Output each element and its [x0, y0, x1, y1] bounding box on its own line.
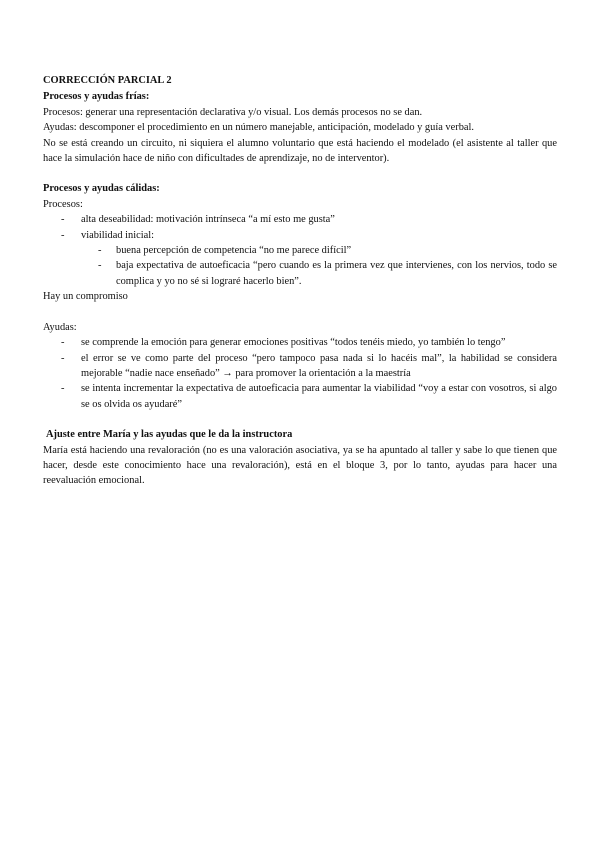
list-item	[43, 212, 557, 227]
document-body	[43, 73, 557, 489]
list-item	[43, 258, 557, 289]
list-item	[43, 228, 557, 243]
calidas-procesos-list	[43, 212, 557, 243]
spacer	[43, 166, 557, 181]
spacer	[43, 412, 557, 427]
ajuste-heading: Ajuste entre María y las ayudas que le da la instructora	[46, 429, 293, 441]
list-item	[43, 243, 557, 258]
list-item-text: alta deseabilidad: motivación intrínseca “a mí esto me gusta”	[81, 214, 335, 226]
calidas-ayudas-label: Ayudas:	[43, 321, 77, 333]
list-item-text: se comprende la emoción para generar emociones positivas “todos tenéis miedo, yo también lo tengo”	[81, 337, 506, 349]
ajuste-paragraph: María está haciendo una revaloración (no es una valoración asociativa, ya se ha apuntado al taller y sabe lo que tienen que hacer, desde este conocimiento hace una revaloración), está en el bloque 3, por lo tanto, ayudas para hacer una reevaluación emocional.	[43, 444, 557, 487]
document-title: CORRECCIÓN PARCIAL 2	[43, 75, 172, 86]
spacer	[43, 305, 557, 320]
list-item	[43, 335, 557, 350]
list-item-text: viabilidad inicial:	[81, 229, 155, 241]
list-item-text: se intenta incrementar la expectativa de autoeficacia para aumentar la viabilidad “voy a estar con vosotros, si algo se os olvida os ayudaré”	[81, 383, 557, 410]
calidas-ayudas-list	[43, 335, 557, 412]
list-item-text: buena percepción de competencia “no me parece difícil”	[116, 245, 352, 257]
frias-heading: Procesos y ayudas frías:	[43, 91, 150, 103]
viabilidad-sublist	[43, 243, 557, 289]
list-item-text: el error se ve como parte del proceso “pero tampoco pasa nada si lo hacéis mal”, la habilidad se considera mejorable “nadie nace enseñado” → para promover la orientación a la maestría	[81, 352, 557, 379]
frias-procesos-line: Procesos: generar una representación declarativa y/o visual. Los demás procesos no se dan.	[43, 106, 423, 118]
frias-ayudas-line: Ayudas: descomponer el procedimiento en un número manejable, anticipación, modelado y guía verbal.	[43, 122, 474, 134]
calidas-procesos-label: Procesos:	[43, 198, 83, 210]
list-item-text: baja expectativa de autoeficacia “pero cuando es la primera vez que intervienes, con los nervios, todo se complica y yo no sé si lograré hacerlo bien”.	[116, 260, 557, 287]
list-item	[43, 381, 557, 412]
compromiso-line: Hay un compromiso	[43, 291, 128, 303]
frias-circuito-paragraph: No se está creando un circuito, ni siquiera el alumno voluntario que está haciendo el modelado (el asistente al taller que hace la simulación hace de niño con dificultades de aprendizaje, no de interventor).	[43, 137, 557, 165]
list-item	[43, 351, 557, 382]
calidas-heading: Procesos y ayudas cálidas:	[43, 183, 160, 195]
